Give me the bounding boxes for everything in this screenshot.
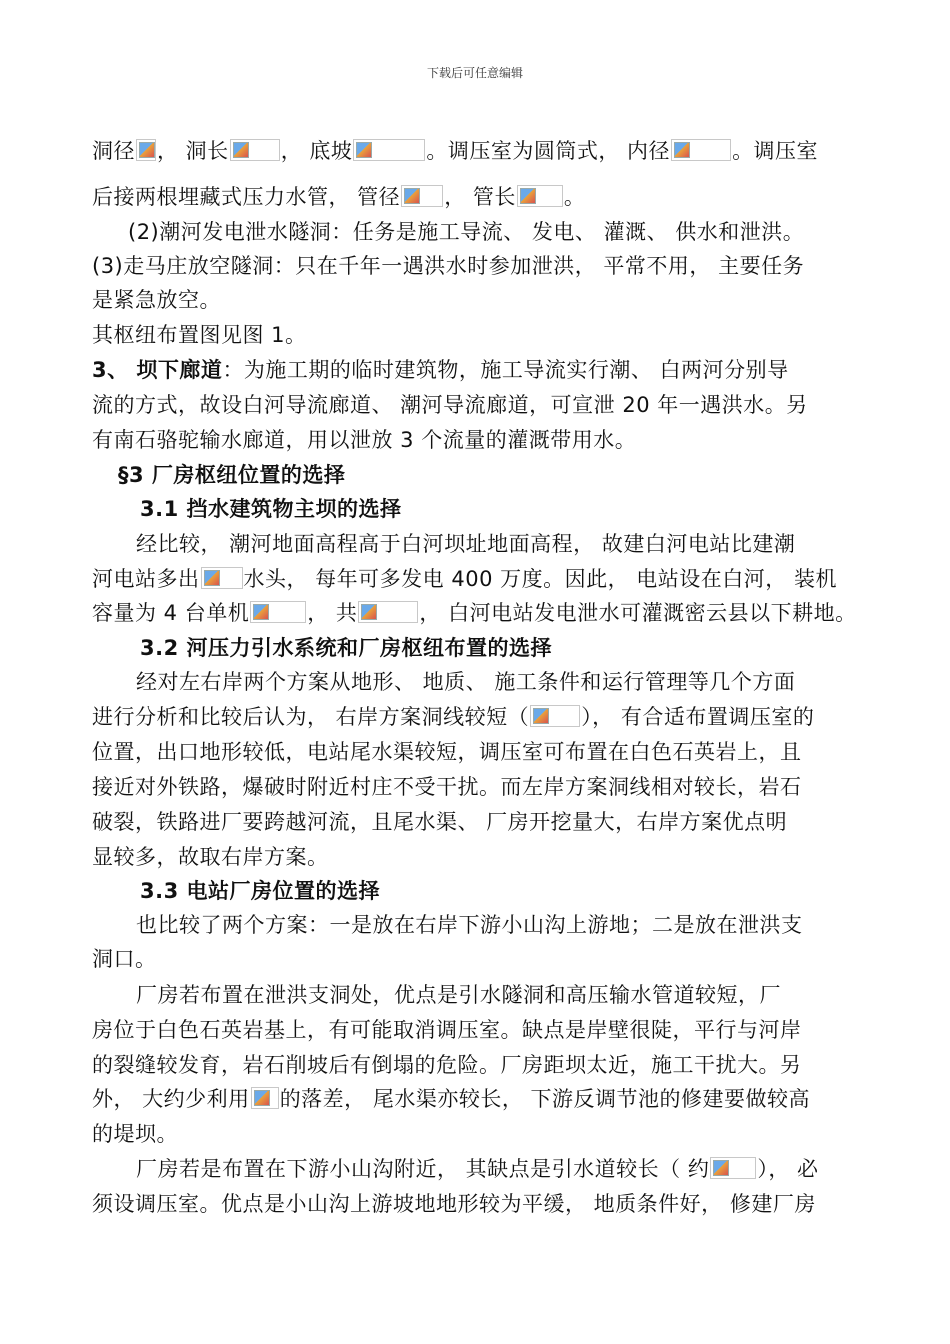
text-line: (2)潮河发电泄水隧洞：任务是施工导流、 发电、 灌溉、 供水和泄洪。 <box>128 220 805 244</box>
broken-image-icon <box>401 185 443 207</box>
text-line: (3)走马庄放空隧洞：只在千年一遇洪水时参加泄洪， 平常不用， 主要任务 <box>92 254 805 278</box>
broken-image-icon <box>250 601 306 623</box>
text-line <box>92 564 837 594</box>
text-segment: 的落差， 尾水渠亦较长， 下游反调节池的修建要做较高 <box>279 1087 811 1111</box>
broken-image-icon <box>230 139 280 161</box>
broken-image-icon <box>201 567 243 589</box>
text-segment: ， 管长 <box>444 185 516 209</box>
broken-image-icon <box>530 705 580 727</box>
text-line: 接近对外铁路，爆破时附近村庄不受干扰。而左岸方案洞线相对较长，岩石 <box>92 775 802 799</box>
text-line: 破裂，铁路进厂要跨越河流，且尾水渠、 厂房开挖量大，右岸方案优点明 <box>92 810 788 834</box>
page-header: 下载后可任意编辑 <box>426 66 523 80</box>
text-segment: 洞径 <box>92 139 135 163</box>
text-line <box>92 182 585 212</box>
text-line: 位置，出口地形较低，电站尾水渠较短，调压室可布置在白色石英岩上，且 <box>92 740 802 764</box>
text-segment: 厂房若是布置在下游小山沟附近， 其缺点是引水道较长（ 约 <box>136 1157 710 1181</box>
subsection-heading: 3.3 电站厂房位置的选择 <box>140 879 381 903</box>
section-heading: §3 厂房枢纽位置的选择 <box>118 463 346 487</box>
subsection-heading: 3.2 河压力引水系统和厂房枢纽布置的选择 <box>140 636 553 660</box>
text-segment: 外， 大约少利用 <box>92 1087 250 1111</box>
broken-image-icon <box>136 139 156 161</box>
text-segment: 。调压室 <box>732 139 819 163</box>
text-line <box>92 702 814 732</box>
text-segment: 。 <box>563 185 586 209</box>
text-line: 是紧急放空。 <box>92 288 221 312</box>
text-segment: ， 洞长 <box>157 139 229 163</box>
text-line: 经对左右岸两个方案从地形、 地质、 施工条件和运行管理等几个方面 <box>136 670 796 694</box>
text-line: 也比较了两个方案：一是放在右岸下游小山沟上游地；二是放在泄洪支 <box>136 913 803 937</box>
text-line: 显较多，故取右岸方案。 <box>92 845 329 869</box>
broken-image-icon <box>517 185 563 207</box>
text-line: 洞口。 <box>92 947 157 971</box>
text-segment: 后接两根埋藏式压力水管， 管径 <box>92 185 401 209</box>
text-line: 房位于白色石英岩基上，有可能取消调压室。缺点是岸壁很陡，平行与河岸 <box>92 1018 802 1042</box>
text-line <box>92 1084 810 1114</box>
text-line <box>136 1154 819 1184</box>
text-segment: 河电站多出 <box>92 567 200 591</box>
section-heading: 3、 坝下廊道 <box>92 358 223 382</box>
text-line <box>92 355 789 385</box>
text-segment: ， 底坡 <box>280 139 353 163</box>
text-segment: ， 共 <box>307 601 358 625</box>
text-segment: 容量为 4 台单机 <box>92 601 250 625</box>
text-segment: ：为施工期的临时建筑物，施工导流实行潮、 白两河分别导 <box>222 358 789 382</box>
broken-image-icon <box>710 1157 756 1179</box>
broken-image-icon <box>353 139 425 161</box>
text-line <box>92 598 857 628</box>
broken-image-icon <box>251 1087 279 1109</box>
text-line: 其枢纽布置图见图 1。 <box>92 323 307 347</box>
broken-image-icon <box>358 601 418 623</box>
text-segment: 水头， 每年可多发电 400 万度。因此， 电站设在白河， 装机 <box>243 567 837 591</box>
text-line: 须设调压室。优点是小山沟上游坡地地形较为平缓， 地质条件好， 修建厂房 <box>92 1192 816 1216</box>
text-segment: 。调压室为圆筒式， 内径 <box>426 139 671 163</box>
text-segment: ）， 必 <box>757 1157 819 1181</box>
broken-image-icon <box>671 139 731 161</box>
text-line: 有南石骆驼输水廊道，用以泄放 3 个流量的灌溉带用水。 <box>92 428 637 452</box>
text-line: 厂房若布置在泄洪支洞处，优点是引水隧洞和高压输水管道较短，厂 <box>136 983 781 1007</box>
text-line: 经比较， 潮河地面高程高于白河坝址地面高程， 故建白河电站比建潮 <box>136 532 796 556</box>
subsection-heading: 3.1 挡水建筑物主坝的选择 <box>140 497 402 521</box>
text-segment: ， 白河电站发电泄水可灌溉密云县以下耕地。 <box>419 601 857 625</box>
text-line <box>92 136 818 166</box>
text-line: 的裂缝较发育，岩石削坡后有倒塌的危险。厂房距坝太近，施工干扰大。另 <box>92 1053 802 1077</box>
text-segment: 进行分析和比较后认为， 右岸方案洞线较短（ <box>92 705 530 729</box>
text-segment: ）， 有合适布置调压室的 <box>581 705 815 729</box>
text-line: 流的方式，故设白河导流廊道、 潮河导流廊道，可宣泄 20 年一遇洪水。另 <box>92 393 808 417</box>
text-line: 的堤坝。 <box>92 1122 178 1146</box>
